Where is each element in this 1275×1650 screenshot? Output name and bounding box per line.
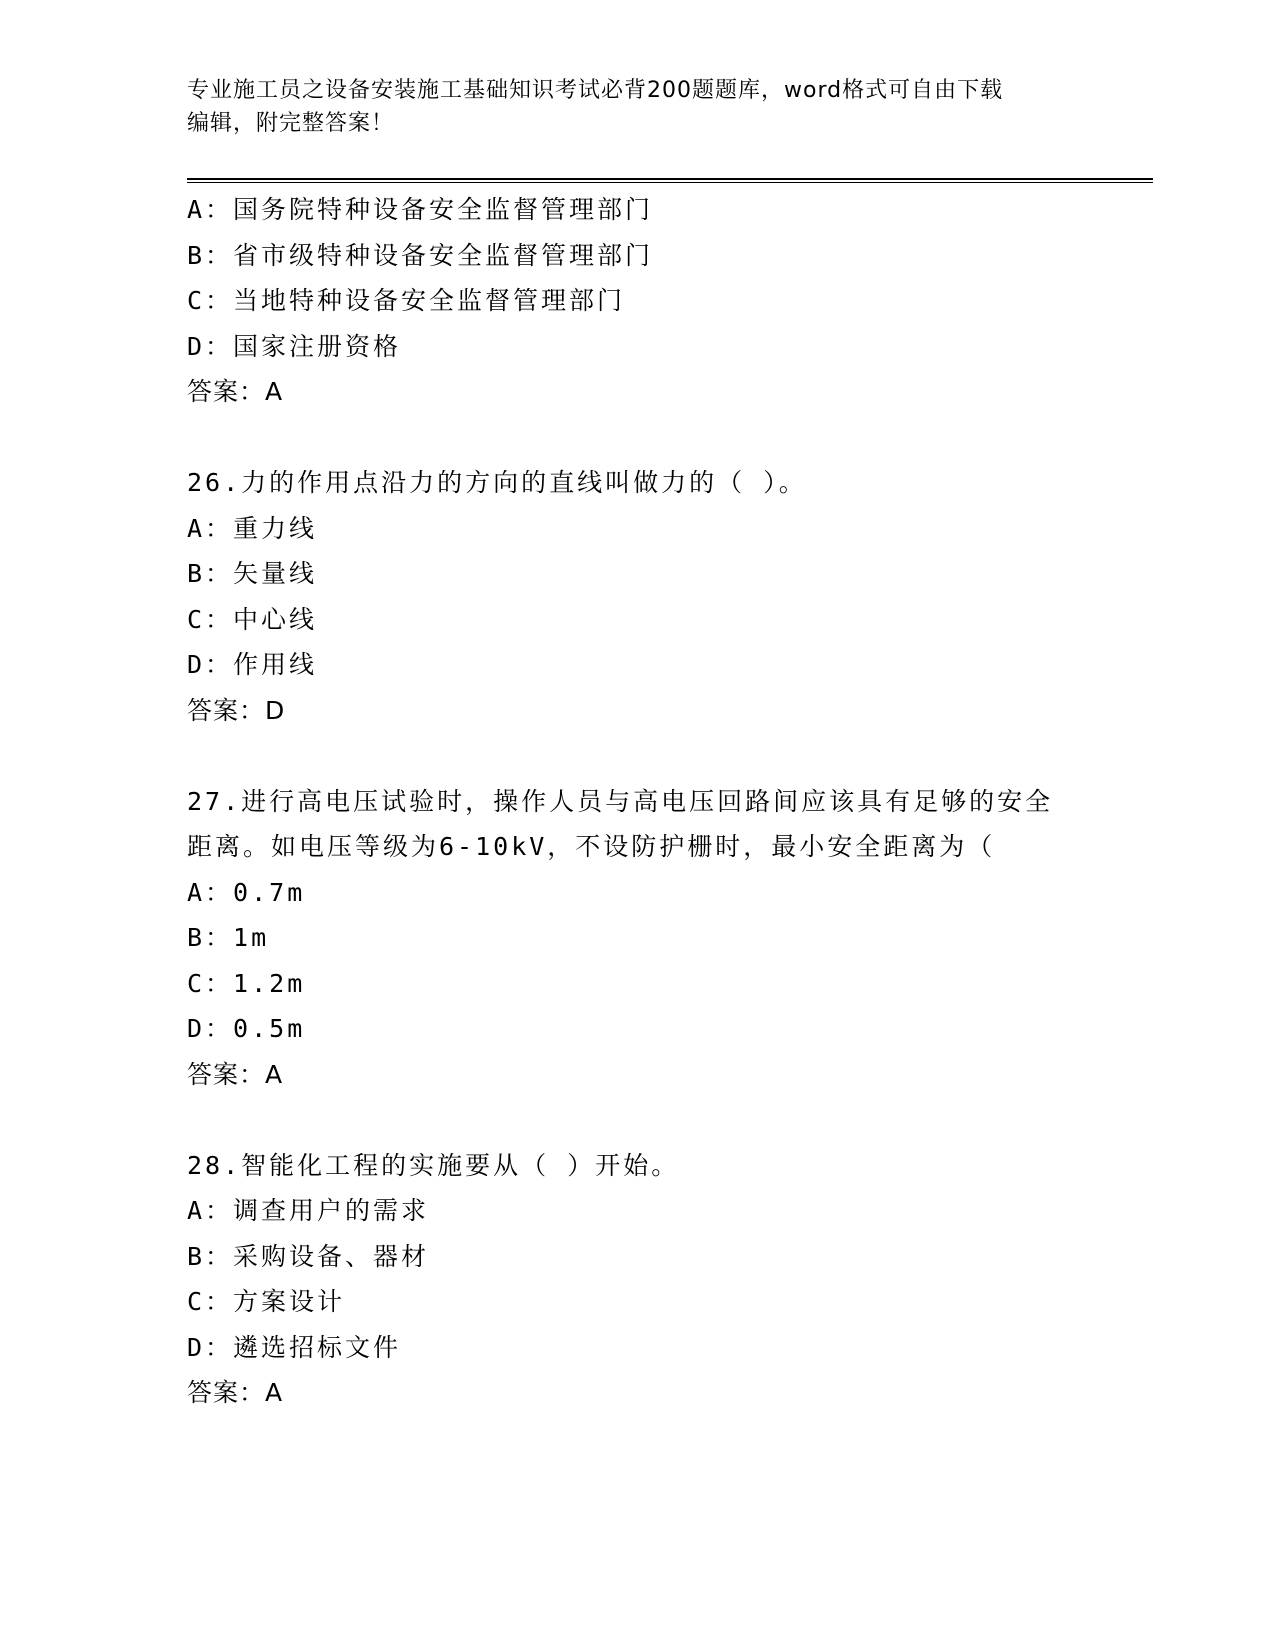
question-text: 26.力的作用点沿力的方向的直线叫做力的（ ）。 bbox=[187, 468, 807, 497]
option-a: A：调查用户的需求 bbox=[187, 1196, 430, 1225]
option-b: B：省市级特种设备安全监督管理部门 bbox=[187, 240, 654, 270]
option-b: B：采购设备、器材 bbox=[187, 1241, 430, 1271]
option-b: B：矢量线 bbox=[187, 559, 318, 588]
answer-line: 答案：A bbox=[187, 1059, 284, 1089]
option-a: A：0.7m bbox=[187, 877, 306, 907]
question-list bbox=[187, 187, 1087, 1416]
option-d: D：国家注册资格 bbox=[187, 331, 402, 361]
question-block bbox=[187, 187, 1087, 415]
header-divider-thin bbox=[187, 182, 1153, 183]
question-block bbox=[187, 460, 1087, 733]
option-d: D：作用线 bbox=[187, 650, 318, 679]
document-header bbox=[187, 74, 1067, 140]
answer-line: 答案：A bbox=[187, 1378, 284, 1407]
option-d: D：遴选招标文件 bbox=[187, 1332, 402, 1362]
spacer bbox=[187, 733, 1087, 779]
option-c: C：方案设计 bbox=[187, 1287, 346, 1316]
spacer bbox=[187, 415, 1087, 461]
option-b: B：1m bbox=[187, 923, 270, 952]
option-d: D：0.5m bbox=[187, 1014, 306, 1043]
spacer bbox=[187, 1097, 1087, 1143]
question-text: 27.进行高电压试验时，操作人员与高电压回路间应该具有足够的安全 bbox=[187, 786, 1054, 816]
question-block bbox=[187, 779, 1087, 1098]
option-c: C：当地特种设备安全监督管理部门 bbox=[187, 286, 626, 315]
option-a: A：国务院特种设备安全监督管理部门 bbox=[187, 195, 654, 224]
question-block bbox=[187, 1143, 1087, 1416]
option-c: C：中心线 bbox=[187, 604, 318, 634]
option-a: A：重力线 bbox=[187, 513, 318, 543]
header-divider-thick bbox=[187, 178, 1153, 180]
header-line-2: 编辑，附完整答案！ bbox=[187, 111, 395, 136]
answer-line: 答案：D bbox=[187, 695, 286, 725]
question-text: 28.智能化工程的实施要从（ ）开始。 bbox=[187, 1150, 680, 1180]
question-text-continued: 距离。如电压等级为6-10kV，不设防护栅时，最小安全距离为（ bbox=[187, 832, 996, 861]
header-line-1: 专业施工员之设备安装施工基础知识考试必背200题题库，word格式可自由下载 bbox=[187, 78, 1004, 103]
option-c: C：1.2m bbox=[187, 968, 306, 998]
answer-line: 答案：A bbox=[187, 377, 284, 406]
